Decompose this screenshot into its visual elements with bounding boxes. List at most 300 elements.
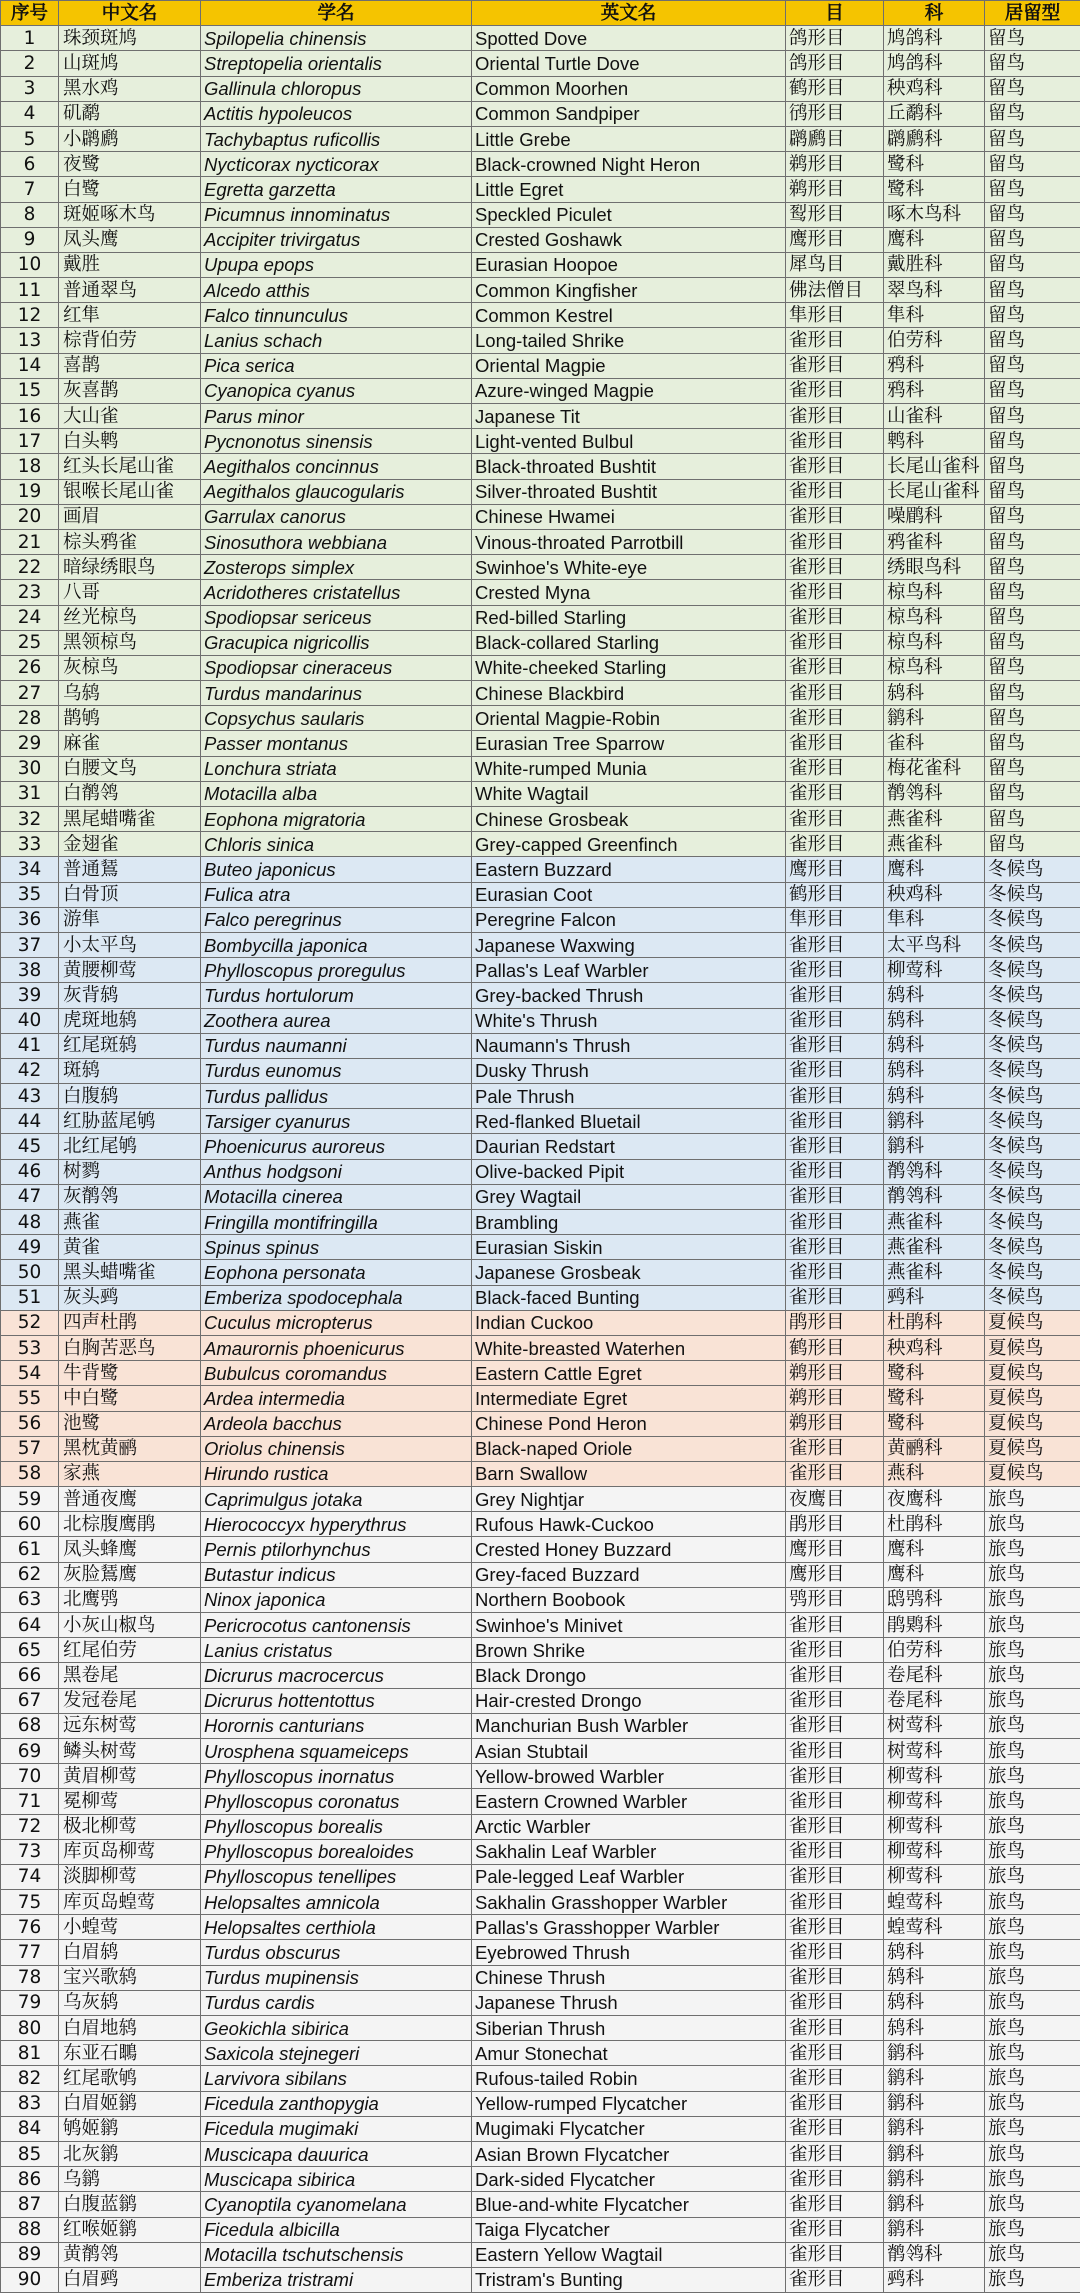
cell-scientific-name: Upupa epops <box>201 252 472 277</box>
cell-residency: 留鸟 <box>985 504 1080 529</box>
cell-no: 38 <box>1 958 59 983</box>
cell-no: 69 <box>1 1738 59 1763</box>
cell-english-name: Little Egret <box>472 177 786 202</box>
cell-residency: 旅鸟 <box>985 1587 1080 1612</box>
cell-chinese-name: 池鹭 <box>59 1411 201 1436</box>
cell-family: 鸦科 <box>884 353 985 378</box>
cell-english-name: White Wagtail <box>472 781 786 806</box>
table-row <box>1 1159 1080 1184</box>
cell-chinese-name: 暗绿绣眼鸟 <box>59 555 201 580</box>
cell-residency: 留鸟 <box>985 328 1080 353</box>
cell-family: 鸱鸮科 <box>884 1587 985 1612</box>
cell-no: 8 <box>1 202 59 227</box>
cell-chinese-name: 乌鸫 <box>59 681 201 706</box>
cell-chinese-name: 红尾伯劳 <box>59 1638 201 1663</box>
cell-scientific-name: Dicrurus hottentottus <box>201 1688 472 1713</box>
cell-scientific-name: Phylloscopus borealis <box>201 1814 472 1839</box>
table-row <box>1 1411 1080 1436</box>
table-row <box>1 1210 1080 1235</box>
cell-order: 雀形目 <box>786 1008 884 1033</box>
cell-order: 雀形目 <box>786 2267 884 2292</box>
cell-order: 雀形目 <box>786 1965 884 1990</box>
cell-no: 28 <box>1 706 59 731</box>
cell-scientific-name: Motacilla alba <box>201 781 472 806</box>
cell-order: 雀形目 <box>786 454 884 479</box>
cell-residency: 留鸟 <box>985 177 1080 202</box>
cell-english-name: Tristram's Bunting <box>472 2267 786 2292</box>
cell-family: 太平鸟科 <box>884 932 985 957</box>
cell-family: 鸫科 <box>884 2016 985 2041</box>
cell-chinese-name: 斑鸫 <box>59 1058 201 1083</box>
cell-order: 鹈形目 <box>786 1386 884 1411</box>
table-row <box>1 630 1080 655</box>
cell-scientific-name: Horornis canturians <box>201 1713 472 1738</box>
cell-family: 鹃䴗科 <box>884 1613 985 1638</box>
cell-no: 55 <box>1 1386 59 1411</box>
cell-family: 鹟科 <box>884 2066 985 2091</box>
cell-no: 43 <box>1 1084 59 1109</box>
cell-order: 雀形目 <box>786 479 884 504</box>
cell-english-name: Eurasian Siskin <box>472 1235 786 1260</box>
cell-order: 鹰形目 <box>786 1537 884 1562</box>
cell-chinese-name: 白腰文鸟 <box>59 756 201 781</box>
cell-residency: 留鸟 <box>985 252 1080 277</box>
cell-english-name: Brown Shrike <box>472 1638 786 1663</box>
cell-order: 雀形目 <box>786 655 884 680</box>
cell-order: 雀形目 <box>786 605 884 630</box>
cell-no: 76 <box>1 1915 59 1940</box>
cell-residency: 冬候鸟 <box>985 1260 1080 1285</box>
header-residency: 居留型 <box>985 1 1080 26</box>
cell-english-name: Speckled Piculet <box>472 202 786 227</box>
cell-order: 雀形目 <box>786 1890 884 1915</box>
cell-family: 卷尾科 <box>884 1663 985 1688</box>
header-no: 序号 <box>1 1 59 26</box>
cell-no: 84 <box>1 2116 59 2141</box>
cell-chinese-name: 棕背伯劳 <box>59 328 201 353</box>
cell-no: 58 <box>1 1461 59 1486</box>
cell-english-name: Black-faced Bunting <box>472 1285 786 1310</box>
cell-chinese-name: 中白鹭 <box>59 1386 201 1411</box>
cell-english-name: Rufous Hawk-Cuckoo <box>472 1512 786 1537</box>
cell-no: 88 <box>1 2217 59 2242</box>
cell-chinese-name: 白骨顶 <box>59 882 201 907</box>
cell-chinese-name: 游隼 <box>59 907 201 932</box>
cell-order: 雀形目 <box>786 1033 884 1058</box>
cell-family: 鹭科 <box>884 1386 985 1411</box>
table-row <box>1 2091 1080 2116</box>
cell-residency: 留鸟 <box>985 152 1080 177</box>
cell-residency: 旅鸟 <box>985 2066 1080 2091</box>
cell-no: 21 <box>1 529 59 554</box>
cell-residency: 冬候鸟 <box>985 857 1080 882</box>
cell-scientific-name: Turdus cardis <box>201 1990 472 2015</box>
cell-order: 雀形目 <box>786 832 884 857</box>
header-family: 科 <box>884 1 985 26</box>
cell-residency: 夏候鸟 <box>985 1411 1080 1436</box>
table-row <box>1 1814 1080 1839</box>
cell-residency: 留鸟 <box>985 706 1080 731</box>
cell-residency: 旅鸟 <box>985 2217 1080 2242</box>
cell-residency: 夏候鸟 <box>985 1310 1080 1335</box>
cell-residency: 留鸟 <box>985 227 1080 252</box>
table-row <box>1 429 1080 454</box>
cell-scientific-name: Oriolus chinensis <box>201 1436 472 1461</box>
table-row <box>1 1562 1080 1587</box>
cell-order: 佛法僧目 <box>786 278 884 303</box>
cell-english-name: Indian Cuckoo <box>472 1310 786 1335</box>
cell-family: 卷尾科 <box>884 1688 985 1713</box>
cell-residency: 旅鸟 <box>985 1688 1080 1713</box>
cell-english-name: Daurian Redstart <box>472 1134 786 1159</box>
cell-order: 雀形目 <box>786 681 884 706</box>
table-row <box>1 529 1080 554</box>
cell-family: 椋鸟科 <box>884 605 985 630</box>
cell-scientific-name: Geokichla sibirica <box>201 2016 472 2041</box>
cell-family: 秧鸡科 <box>884 76 985 101</box>
cell-english-name: Eastern Cattle Egret <box>472 1361 786 1386</box>
cell-scientific-name: Bubulcus coromandus <box>201 1361 472 1386</box>
table-row <box>1 882 1080 907</box>
cell-scientific-name: Motacilla tschutschensis <box>201 2242 472 2267</box>
table-row <box>1 1487 1080 1512</box>
cell-family: 鸫科 <box>884 1940 985 1965</box>
cell-residency: 旅鸟 <box>985 1738 1080 1763</box>
cell-english-name: Swinhoe's White-eye <box>472 555 786 580</box>
cell-no: 61 <box>1 1537 59 1562</box>
cell-english-name: Blue-and-white Flycatcher <box>472 2192 786 2217</box>
cell-chinese-name: 灰鹡鸰 <box>59 1184 201 1209</box>
cell-english-name: Spotted Dove <box>472 26 786 51</box>
cell-english-name: Siberian Thrush <box>472 2016 786 2041</box>
cell-order: 雀形目 <box>786 580 884 605</box>
cell-residency: 旅鸟 <box>985 2091 1080 2116</box>
cell-order: 雀形目 <box>786 1058 884 1083</box>
cell-english-name: Black-naped Oriole <box>472 1436 786 1461</box>
cell-chinese-name: 库页岛蝗莺 <box>59 1890 201 1915</box>
cell-no: 19 <box>1 479 59 504</box>
cell-no: 81 <box>1 2041 59 2066</box>
cell-family: 鸠鸽科 <box>884 51 985 76</box>
cell-scientific-name: Aegithalos concinnus <box>201 454 472 479</box>
table-row <box>1 2217 1080 2242</box>
cell-english-name: Pallas's Grasshopper Warbler <box>472 1915 786 1940</box>
cell-residency: 旅鸟 <box>985 1915 1080 1940</box>
cell-english-name: Eastern Yellow Wagtail <box>472 2242 786 2267</box>
cell-chinese-name: 鸲姬鹟 <box>59 2116 201 2141</box>
cell-scientific-name: Spodiopsar cineraceus <box>201 655 472 680</box>
cell-family: 鹟科 <box>884 2217 985 2242</box>
table-row <box>1 1789 1080 1814</box>
cell-no: 16 <box>1 404 59 429</box>
cell-residency: 冬候鸟 <box>985 1184 1080 1209</box>
cell-scientific-name: Buteo japonicus <box>201 857 472 882</box>
cell-residency: 留鸟 <box>985 479 1080 504</box>
cell-chinese-name: 八哥 <box>59 580 201 605</box>
cell-order: 雀形目 <box>786 1663 884 1688</box>
cell-residency: 旅鸟 <box>985 2267 1080 2292</box>
cell-no: 75 <box>1 1890 59 1915</box>
table-row <box>1 278 1080 303</box>
cell-english-name: Azure-winged Magpie <box>472 378 786 403</box>
table-row <box>1 1361 1080 1386</box>
cell-order: 鹤形目 <box>786 882 884 907</box>
cell-english-name: White's Thrush <box>472 1008 786 1033</box>
cell-residency: 留鸟 <box>985 630 1080 655</box>
cell-order: 鹈形目 <box>786 1411 884 1436</box>
table-row <box>1 2016 1080 2041</box>
cell-order: 雀形目 <box>786 2217 884 2242</box>
cell-no: 33 <box>1 832 59 857</box>
cell-residency: 冬候鸟 <box>985 1134 1080 1159</box>
cell-order: 雀形目 <box>786 353 884 378</box>
cell-residency: 留鸟 <box>985 278 1080 303</box>
cell-scientific-name: Anthus hodgsoni <box>201 1159 472 1184</box>
cell-order: 鹰形目 <box>786 1562 884 1587</box>
cell-residency: 冬候鸟 <box>985 1058 1080 1083</box>
cell-family: 秧鸡科 <box>884 1335 985 1360</box>
cell-english-name: Intermediate Egret <box>472 1386 786 1411</box>
cell-residency: 旅鸟 <box>985 1487 1080 1512</box>
cell-family: 椋鸟科 <box>884 630 985 655</box>
cell-order: 雀形目 <box>786 429 884 454</box>
table-row <box>1 731 1080 756</box>
table-row <box>1 1084 1080 1109</box>
cell-english-name: Black Drongo <box>472 1663 786 1688</box>
cell-chinese-name: 白眉鸫 <box>59 1940 201 1965</box>
cell-residency: 旅鸟 <box>985 1638 1080 1663</box>
cell-english-name: Northern Boobook <box>472 1587 786 1612</box>
cell-family: 鹰科 <box>884 1537 985 1562</box>
cell-english-name: Olive-backed Pipit <box>472 1159 786 1184</box>
cell-english-name: Eyebrowed Thrush <box>472 1940 786 1965</box>
cell-order: 雀形目 <box>786 1235 884 1260</box>
table-row <box>1 51 1080 76</box>
cell-scientific-name: Chloris sinica <box>201 832 472 857</box>
cell-order: 鸻形目 <box>786 101 884 126</box>
cell-no: 17 <box>1 429 59 454</box>
cell-residency: 留鸟 <box>985 655 1080 680</box>
cell-family: 蝗莺科 <box>884 1915 985 1940</box>
cell-scientific-name: Caprimulgus jotaka <box>201 1487 472 1512</box>
cell-family: 鹡鸰科 <box>884 781 985 806</box>
cell-order: 雀形目 <box>786 1084 884 1109</box>
cell-family: 鹟科 <box>884 2041 985 2066</box>
table-row <box>1 907 1080 932</box>
cell-chinese-name: 普通鵟 <box>59 857 201 882</box>
cell-order: 雀形目 <box>786 1713 884 1738</box>
cell-residency: 留鸟 <box>985 353 1080 378</box>
cell-no: 46 <box>1 1159 59 1184</box>
cell-residency: 留鸟 <box>985 807 1080 832</box>
cell-english-name: White-rumped Munia <box>472 756 786 781</box>
cell-no: 35 <box>1 882 59 907</box>
cell-chinese-name: 黑枕黄鹂 <box>59 1436 201 1461</box>
cell-chinese-name: 丝光椋鸟 <box>59 605 201 630</box>
cell-no: 14 <box>1 353 59 378</box>
cell-scientific-name: Garrulax canorus <box>201 504 472 529</box>
cell-order: 鸮形目 <box>786 1587 884 1612</box>
cell-english-name: Long-tailed Shrike <box>472 328 786 353</box>
cell-english-name: Japanese Grosbeak <box>472 1260 786 1285</box>
cell-scientific-name: Lanius schach <box>201 328 472 353</box>
cell-no: 32 <box>1 807 59 832</box>
cell-order: 雀形目 <box>786 781 884 806</box>
cell-chinese-name: 大山雀 <box>59 404 201 429</box>
table-row <box>1 1537 1080 1562</box>
cell-no: 49 <box>1 1235 59 1260</box>
cell-residency: 冬候鸟 <box>985 958 1080 983</box>
cell-residency: 旅鸟 <box>985 1965 1080 1990</box>
cell-chinese-name: 灰背鸫 <box>59 983 201 1008</box>
cell-residency: 留鸟 <box>985 781 1080 806</box>
cell-no: 64 <box>1 1613 59 1638</box>
cell-residency: 冬候鸟 <box>985 1235 1080 1260</box>
table-row <box>1 2066 1080 2091</box>
cell-english-name: Manchurian Bush Warbler <box>472 1713 786 1738</box>
cell-no: 78 <box>1 1965 59 1990</box>
cell-english-name: White-breasted Waterhen <box>472 1335 786 1360</box>
cell-order: 雀形目 <box>786 529 884 554</box>
cell-scientific-name: Muscicapa dauurica <box>201 2141 472 2166</box>
cell-family: 燕雀科 <box>884 1235 985 1260</box>
cell-chinese-name: 普通翠鸟 <box>59 278 201 303</box>
cell-order: 雀形目 <box>786 404 884 429</box>
cell-no: 71 <box>1 1789 59 1814</box>
table-row <box>1 252 1080 277</box>
cell-english-name: Little Grebe <box>472 126 786 151</box>
cell-scientific-name: Phylloscopus borealoides <box>201 1839 472 1864</box>
cell-chinese-name: 白胸苦恶鸟 <box>59 1335 201 1360</box>
cell-no: 50 <box>1 1260 59 1285</box>
cell-english-name: Mugimaki Flycatcher <box>472 2116 786 2141</box>
cell-order: 䴕形目 <box>786 202 884 227</box>
cell-family: 噪鹛科 <box>884 504 985 529</box>
cell-order: 鹤形目 <box>786 76 884 101</box>
cell-residency: 留鸟 <box>985 378 1080 403</box>
cell-family: 燕雀科 <box>884 1210 985 1235</box>
cell-family: 鹟科 <box>884 1109 985 1134</box>
cell-family: 黄鹂科 <box>884 1436 985 1461</box>
cell-scientific-name: Muscicapa sibirica <box>201 2167 472 2192</box>
cell-family: 柳莺科 <box>884 1789 985 1814</box>
cell-residency: 留鸟 <box>985 580 1080 605</box>
cell-residency: 旅鸟 <box>985 1814 1080 1839</box>
cell-chinese-name: 小灰山椒鸟 <box>59 1613 201 1638</box>
cell-no: 63 <box>1 1587 59 1612</box>
cell-english-name: Grey Wagtail <box>472 1184 786 1209</box>
cell-no: 5 <box>1 126 59 151</box>
cell-chinese-name: 黄雀 <box>59 1235 201 1260</box>
cell-chinese-name: 北灰鹟 <box>59 2141 201 2166</box>
cell-scientific-name: Zoothera aurea <box>201 1008 472 1033</box>
cell-english-name: Yellow-browed Warbler <box>472 1764 786 1789</box>
cell-chinese-name: 麻雀 <box>59 731 201 756</box>
table-row <box>1 1134 1080 1159</box>
table-row <box>1 983 1080 1008</box>
table-row <box>1 1587 1080 1612</box>
cell-residency: 旅鸟 <box>985 1890 1080 1915</box>
cell-residency: 留鸟 <box>985 529 1080 554</box>
cell-scientific-name: Ficedula albicilla <box>201 2217 472 2242</box>
cell-no: 39 <box>1 983 59 1008</box>
cell-scientific-name: Pernis ptilorhynchus <box>201 1537 472 1562</box>
cell-order: 雀形目 <box>786 1738 884 1763</box>
cell-scientific-name: Turdus pallidus <box>201 1084 472 1109</box>
cell-family: 燕雀科 <box>884 832 985 857</box>
cell-english-name: Pallas's Leaf Warbler <box>472 958 786 983</box>
cell-no: 25 <box>1 630 59 655</box>
cell-residency: 冬候鸟 <box>985 1008 1080 1033</box>
cell-order: 雀形目 <box>786 983 884 1008</box>
cell-english-name: Amur Stonechat <box>472 2041 786 2066</box>
cell-no: 22 <box>1 555 59 580</box>
cell-residency: 旅鸟 <box>985 1839 1080 1864</box>
cell-no: 59 <box>1 1487 59 1512</box>
cell-no: 4 <box>1 101 59 126</box>
cell-english-name: Japanese Thrush <box>472 1990 786 2015</box>
cell-scientific-name: Falco tinnunculus <box>201 303 472 328</box>
cell-order: 雀形目 <box>786 756 884 781</box>
cell-english-name: Eastern Crowned Warbler <box>472 1789 786 1814</box>
cell-family: 燕雀科 <box>884 1260 985 1285</box>
cell-residency: 夏候鸟 <box>985 1461 1080 1486</box>
cell-scientific-name: Ficedula mugimaki <box>201 2116 472 2141</box>
cell-chinese-name: 乌鹟 <box>59 2167 201 2192</box>
cell-residency: 留鸟 <box>985 202 1080 227</box>
cell-family: 鹟科 <box>884 2116 985 2141</box>
cell-family: 杜鹃科 <box>884 1512 985 1537</box>
cell-chinese-name: 淡脚柳莺 <box>59 1864 201 1889</box>
cell-no: 52 <box>1 1310 59 1335</box>
cell-english-name: Oriental Magpie-Robin <box>472 706 786 731</box>
cell-order: 雀形目 <box>786 2091 884 2116</box>
cell-order: 雀形目 <box>786 2192 884 2217</box>
cell-chinese-name: 小蝗莺 <box>59 1915 201 1940</box>
cell-chinese-name: 小䴙䴘 <box>59 126 201 151</box>
table-row <box>1 2141 1080 2166</box>
cell-scientific-name: Ninox japonica <box>201 1587 472 1612</box>
cell-english-name: Chinese Thrush <box>472 1965 786 1990</box>
cell-family: 长尾山雀科 <box>884 479 985 504</box>
cell-scientific-name: Ardeola bacchus <box>201 1411 472 1436</box>
cell-order: 鹈形目 <box>786 177 884 202</box>
table-row <box>1 1613 1080 1638</box>
cell-order: 雀形目 <box>786 2242 884 2267</box>
cell-scientific-name: Turdus hortulorum <box>201 983 472 1008</box>
cell-chinese-name: 棕头鸦雀 <box>59 529 201 554</box>
cell-no: 45 <box>1 1134 59 1159</box>
cell-no: 12 <box>1 303 59 328</box>
cell-order: 鹃形目 <box>786 1512 884 1537</box>
cell-residency: 留鸟 <box>985 605 1080 630</box>
table-row <box>1 1058 1080 1083</box>
cell-family: 树莺科 <box>884 1713 985 1738</box>
cell-order: 雀形目 <box>786 1285 884 1310</box>
table-row <box>1 781 1080 806</box>
cell-no: 57 <box>1 1436 59 1461</box>
cell-scientific-name: Hirundo rustica <box>201 1461 472 1486</box>
cell-order: 雀形目 <box>786 1260 884 1285</box>
cell-family: 翠鸟科 <box>884 278 985 303</box>
cell-no: 65 <box>1 1638 59 1663</box>
cell-family: 鹟科 <box>884 2141 985 2166</box>
table-row <box>1 504 1080 529</box>
cell-order: 雀形目 <box>786 731 884 756</box>
cell-english-name: Eurasian Tree Sparrow <box>472 731 786 756</box>
cell-english-name: Brambling <box>472 1210 786 1235</box>
cell-chinese-name: 凤头鹰 <box>59 227 201 252</box>
